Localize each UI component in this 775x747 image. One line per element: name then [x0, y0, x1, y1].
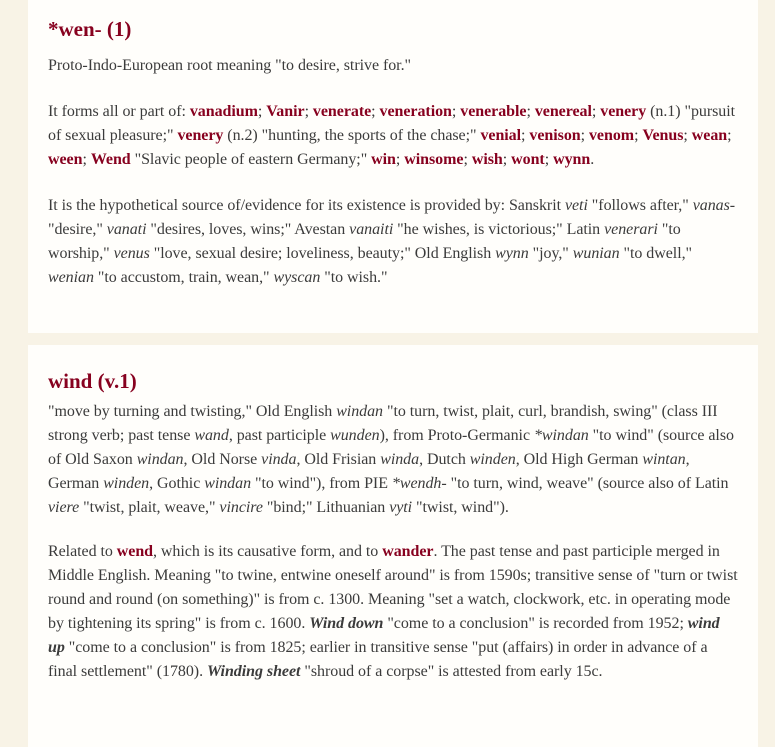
phrase-term: Winding sheet [206, 663, 301, 681]
xref-link[interactable]: vanadium [189, 103, 258, 121]
xref-link[interactable]: venerable [460, 103, 527, 121]
text-run: "to turn, wind, weave" (source also of Latin [446, 475, 729, 493]
text-run: "love, sexual desire; loveliness, beauty;" Old English [149, 245, 496, 263]
cited-form: vanati [106, 221, 147, 239]
text-run: , Old Norse [183, 451, 262, 469]
text-run: It forms all or part of: [48, 103, 190, 121]
text-run: "bind;" Lithuanian [262, 499, 390, 517]
cited-form: wunden [330, 427, 380, 445]
entry-paragraph [48, 54, 738, 78]
text-run: , Gothic [149, 475, 205, 493]
text-run: ; [451, 103, 461, 121]
text-run: , past participle [228, 427, 331, 445]
phrase-term: wind up [48, 615, 720, 657]
text-run: Related to [48, 543, 117, 561]
cited-form: viere [48, 499, 80, 517]
cited-form: windan [336, 403, 384, 421]
cited-form: veti [564, 197, 588, 215]
text-run: "twist, plait, weave," [79, 499, 220, 517]
text-run: "to wind"), from PIE [251, 475, 392, 493]
text-run: (n.1) "pursuit of sexual pleasure;" [48, 103, 736, 145]
xref-link[interactable]: venerate [312, 103, 372, 121]
text-run: "twist, wind"). [412, 499, 509, 517]
cited-form: wunian [572, 245, 620, 263]
xref-link[interactable]: venom [588, 127, 635, 145]
xref-link[interactable]: wont [511, 151, 545, 169]
cited-form: vanaiti [349, 221, 394, 239]
text-run: (n.2) "hunting, the sports of the chase;" [223, 127, 481, 145]
text-run: "to worship," [48, 221, 681, 263]
cited-form: wintan [642, 451, 686, 469]
text-run: "move by turning and twisting," Old English [48, 403, 337, 421]
xref-link[interactable]: wend [116, 543, 154, 561]
text-run: "to wish." [320, 269, 388, 287]
text-run: Proto-Indo-European root meaning "to desire, strive for." [48, 57, 412, 75]
text-run: "he wishes, is victorious;" Latin [393, 221, 605, 239]
text-run: "Slavic people of eastern Germany;" [130, 151, 372, 169]
text-run: ; [526, 103, 535, 121]
entry-title: wind (v.1) [48, 369, 137, 393]
text-run: ), from Proto-Germanic [379, 427, 534, 445]
cited-form: vincire [219, 499, 263, 517]
cited-form: windan [136, 451, 184, 469]
text-run: "to wind" (source also of Old Saxon [48, 427, 734, 469]
text-run: "come to a conclusion" is recorded from 1952; [383, 615, 688, 633]
text-run: ; [683, 127, 692, 145]
cited-form: *wendh- [391, 475, 447, 493]
cited-form: windan [204, 475, 252, 493]
cited-form: winden [469, 451, 516, 469]
text-run: , which is its causative form, and to [153, 543, 383, 561]
xref-link[interactable]: wean [691, 127, 728, 145]
text-run: ; [502, 151, 512, 169]
cited-form: wyscan [273, 269, 321, 287]
text-run: ; [395, 151, 405, 169]
text-run: "desires, loves, wins;" Avestan [146, 221, 350, 239]
xref-link[interactable]: Venus [642, 127, 684, 145]
cited-form: winda [380, 451, 420, 469]
text-run: ; [257, 103, 267, 121]
text-run: "to turn, twist, plait, curl, brandish, swing" (class III strong verb; past tense [48, 403, 718, 445]
text-run: "to accustom, train, wean," [93, 269, 274, 287]
text-run: ; [727, 127, 732, 145]
cited-form: wenian [48, 269, 94, 287]
text-run: ; [580, 127, 589, 145]
cited-form: vyti [389, 499, 413, 517]
xref-link[interactable]: wish [471, 151, 503, 169]
xref-link[interactable]: Wend [90, 151, 131, 169]
text-run: It is the hypothetical source of/evidence for its existence is provided by: Sanskrit [48, 197, 565, 215]
xref-link[interactable]: venial [480, 127, 522, 145]
xref-link[interactable]: venery [177, 127, 224, 145]
text-run: "come to a conclusion" is from 1825; earlier in transitive sense "put (affairs) in order in advance of a final settlement" (1780). [48, 639, 708, 681]
text-run: . [590, 151, 595, 169]
xref-link[interactable]: winsome [404, 151, 464, 169]
text-run: ; [304, 103, 313, 121]
text-run: ; [521, 127, 530, 145]
cited-form: venus [113, 245, 150, 263]
text-run: . The past tense and past participle merged in Middle English. Meaning "to twine, entwine oneself around" is from 1590s; transitive sense of "turn or twist round and round (on something)" is from c. 1300. Meaning "set a watch, clockwork, etc. in operating mode by tightening its spring" is from c. 1600. [48, 543, 738, 633]
xref-link[interactable]: win [371, 151, 396, 169]
cited-form: venerari [604, 221, 658, 239]
cited-form: wand [194, 427, 229, 445]
xref-link[interactable]: veneration [379, 103, 452, 121]
text-run: ; [634, 127, 643, 145]
cited-form: winden [103, 475, 150, 493]
xref-link[interactable]: wander [382, 543, 434, 561]
text-run: "joy," [528, 245, 573, 263]
text-run: "shroud of a corpse" is attested from early 15c. [300, 663, 603, 681]
xref-link[interactable]: venery [600, 103, 647, 121]
entry-paragraph [48, 540, 738, 684]
cited-form: *windan [533, 427, 589, 445]
text-run: ; [544, 151, 554, 169]
text-run: , Old High German [515, 451, 643, 469]
entry-paragraph [48, 194, 738, 290]
text-run: "to dwell," [619, 245, 693, 263]
cited-form: vinda [261, 451, 297, 469]
text-run: "desire," [48, 221, 107, 239]
text-run: ; [82, 151, 91, 169]
text-run: "follows after," [587, 197, 693, 215]
cited-form: wynn [495, 245, 529, 263]
text-run: ; [463, 151, 472, 169]
text-run: , German [48, 451, 690, 493]
text-run: ; [371, 103, 380, 121]
xref-link[interactable]: venereal [534, 103, 592, 121]
xref-link[interactable]: ween [48, 151, 83, 169]
entry-card-wen [28, 0, 758, 333]
phrase-term: Wind down [309, 615, 384, 633]
entry-paragraph [48, 400, 738, 520]
xref-link[interactable]: venison [529, 127, 581, 145]
entry-title: *wen- (1) [48, 17, 132, 41]
xref-link[interactable]: Vanir [266, 103, 305, 121]
text-run: ; [591, 103, 601, 121]
entry-paragraph [48, 100, 738, 172]
entry-card-wind [28, 345, 758, 747]
text-run: , Old Frisian [296, 451, 381, 469]
cited-form: vanas- [692, 197, 736, 215]
text-run: , Dutch [419, 451, 470, 469]
xref-link[interactable]: wynn [553, 151, 591, 169]
